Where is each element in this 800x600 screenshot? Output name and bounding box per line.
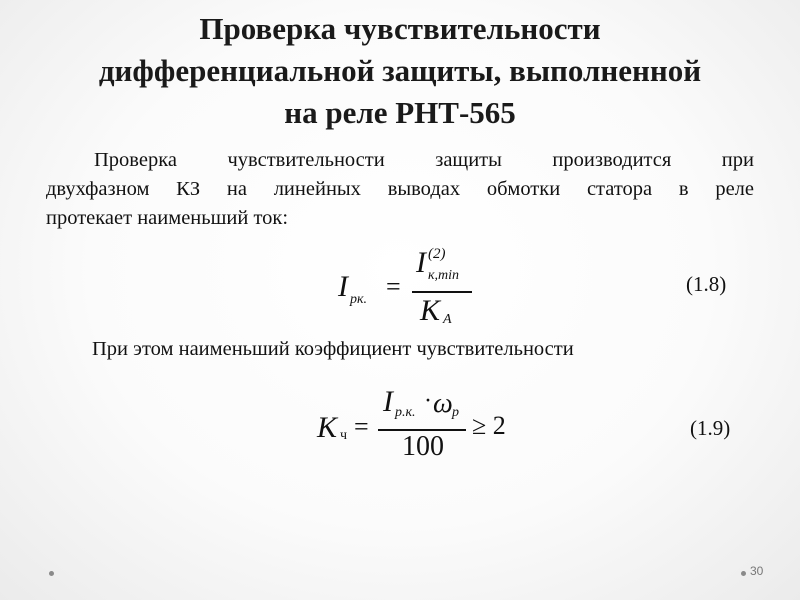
paragraph-line-3: протекает наименьший ток:	[46, 207, 289, 229]
eq1-num-symbol: I	[416, 246, 426, 279]
eq1-equals: =	[386, 272, 401, 301]
eq2-denominator: 100	[402, 431, 444, 462]
title-line-3: на реле РНТ-565	[284, 95, 516, 130]
eq1-number: (1.8)	[686, 272, 727, 296]
eq1-num-superscript: (2)	[428, 246, 446, 262]
eq2-relation: ≥ 2	[472, 411, 506, 440]
eq2-num-omega: ω	[433, 388, 453, 419]
paragraph-line-1: Проверка чувствительности защиты производится при	[94, 149, 754, 171]
paragraph-line-2: двухфазном КЗ на линейных выводах обмотки статора в реле	[46, 178, 754, 200]
eq1-lhs-symbol: I	[338, 270, 348, 303]
eq2-equals: =	[354, 412, 369, 441]
nav-dot-right	[741, 571, 746, 576]
eq2-num-subscript: р.к.	[395, 405, 416, 420]
eq1-lhs-subscript: рк.	[350, 292, 368, 307]
eq1-num-subscript: к,min	[428, 268, 460, 283]
eq2-num-dot: ·	[424, 388, 432, 414]
eq1-den-subscript: A	[443, 312, 452, 327]
title-line-1: Проверка чувствительности	[199, 11, 601, 46]
title-line-2: дифференциальной защиты, выполненной	[98, 53, 702, 88]
eq2-number: (1.9)	[690, 416, 731, 440]
middle-text: При этом наименьший коэффициент чувствительности	[92, 338, 574, 360]
eq2-lhs-symbol: K	[317, 411, 338, 444]
eq1-den-symbol: K	[420, 294, 441, 327]
nav-dot-left	[49, 571, 54, 576]
eq2-num-omega-subscript: р	[452, 405, 459, 420]
page-number: 30	[750, 564, 764, 578]
eq2-lhs-subscript: ч	[340, 428, 348, 443]
eq2-num-symbol: I	[383, 385, 393, 418]
